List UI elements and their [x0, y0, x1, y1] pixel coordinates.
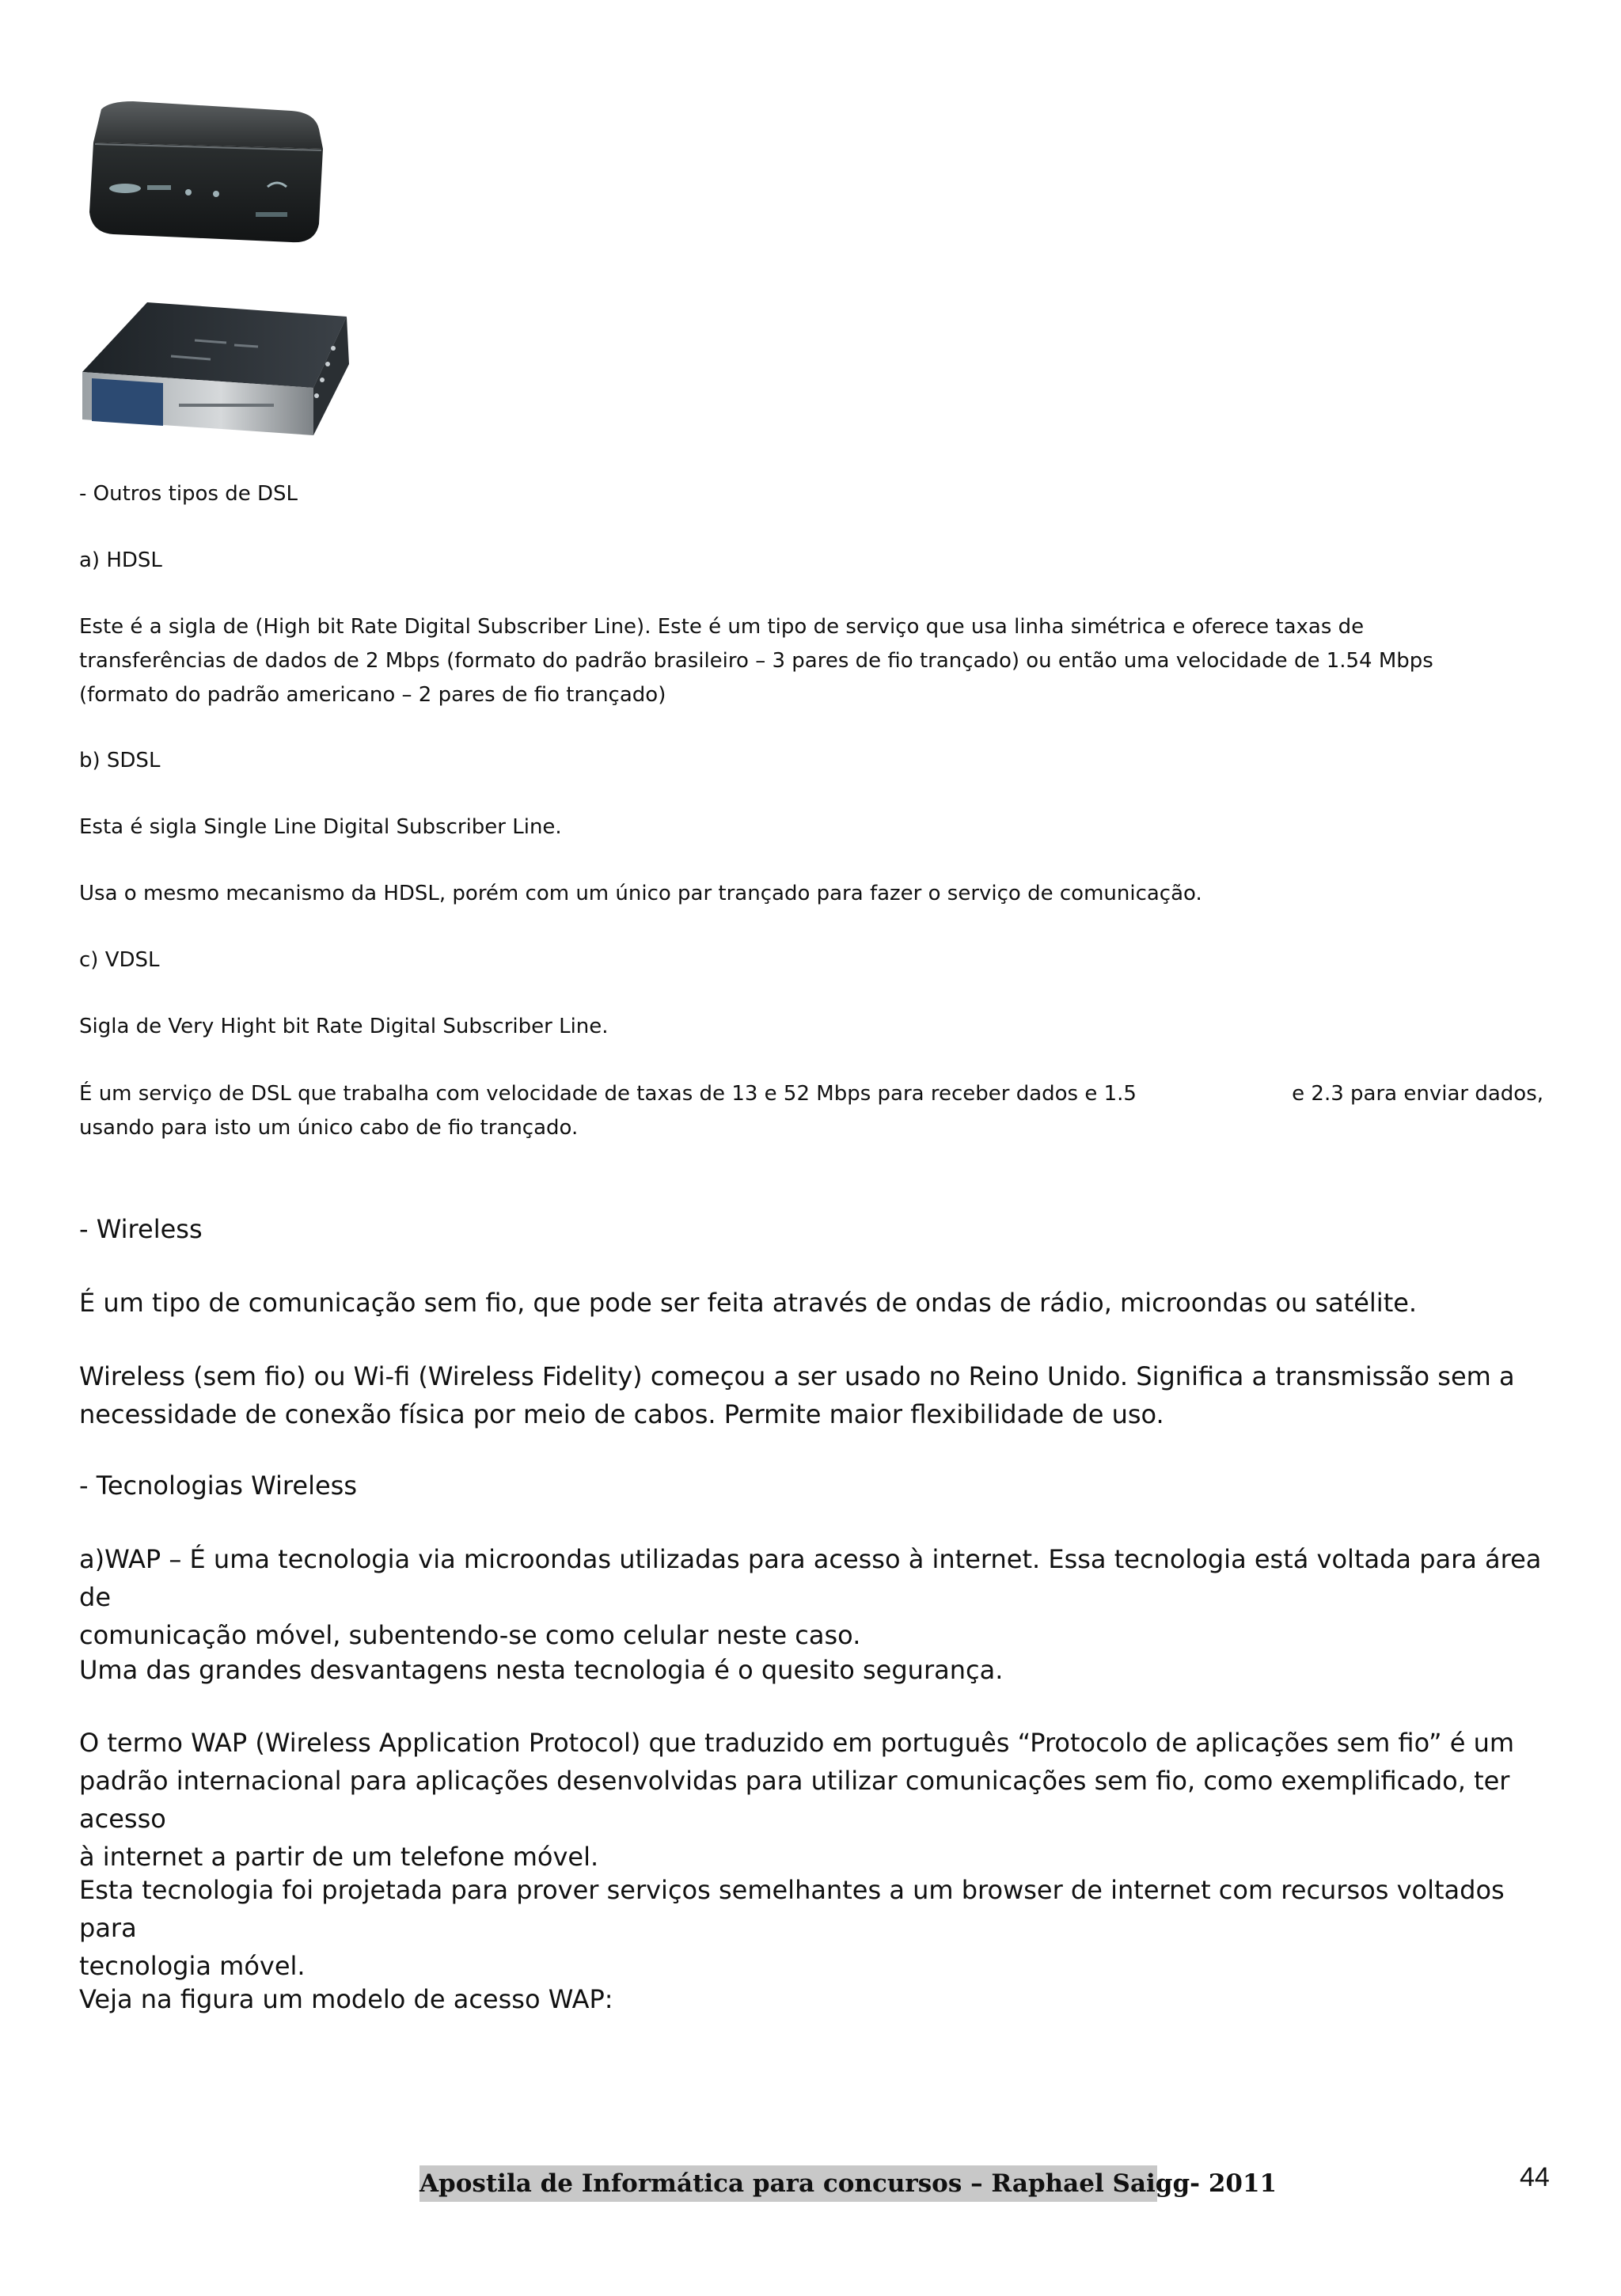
footer-title: Apostila de Informática para concursos – Raphael Saigg- 2011 — [419, 2165, 1157, 2202]
paragraph-sdsl-2: Usa o mesmo mecanismo da HDSL, porém com um único par trançado para fazer o serviço de comunicação. — [79, 882, 1202, 905]
paragraph-wireless-2: Wireless (sem fio) ou Wi-fi (Wireless Fidelity) começou a ser usado no Reino Unido. Significa a transmissão sem a necessidade de conexão física por meio de cabos. Permite maior flexibilidade de uso. — [79, 1361, 1515, 1429]
paragraph-hdsl: Este é a sigla de (High bit Rate Digital Subscriber Line). Este é um tipo de serviço que usa linha simétrica e oferece taxas de transferências de dados de 2 Mbps (formato do padrão brasileiro – 3 pares de fio trançado) ou então uma velocidade de 1.54 Mbps (formato do padrão americano – 2 pares de fio trançado) — [79, 615, 1433, 707]
paragraph-vdsl-1: Sigla de Very Hight bit Rate Digital Subscriber Line. — [79, 1015, 609, 1038]
section-outros-tipos-dsl: - Outros tipos de DSL — [79, 482, 298, 506]
paragraph-vdsl-2-part1: É um serviço de DSL que trabalha com velocidade de taxas de 13 e 52 Mbps para receber dados e 1.5 — [79, 1082, 1137, 1106]
page-number: 44 — [1520, 2162, 1550, 2192]
paragraph-sdsl-1: Esta é sigla Single Line Digital Subscriber Line. — [79, 815, 562, 839]
heading-vdsl: c) VDSL — [79, 948, 160, 972]
paragraph-vdsl-2-line1 — [79, 1077, 1543, 1111]
heading-tecnologias-wireless: - Tecnologias Wireless — [79, 1471, 357, 1501]
paragraph-wap-1: a)WAP – É uma tecnologia via microondas utilizadas para acesso à internet. Essa tecnologia está voltada para área de comunicação móvel, subentendo-se como celular neste caso. — [79, 1544, 1542, 1650]
modem-icon — [76, 293, 355, 451]
paragraph-wap-2: Uma das grandes desvantagens nesta tecnologia é o quesito segurança. — [79, 1655, 1004, 1685]
paragraph-wap-5: Veja na figura um modelo de acesso WAP: — [79, 1984, 613, 2014]
paragraph-wap-3: O termo WAP (Wireless Application Protocol) que traduzido em português “Protocolo de aplicações sem fio” é um padrão internacional para aplicações desenvolvidas para utilizar comunicações sem fio, como exemplificado, ter acesso à internet a partir de um telefone móvel. — [79, 1728, 1515, 1872]
heading-sdsl: b) SDSL — [79, 749, 161, 772]
paragraph-vdsl-2-part2: e 2.3 para enviar dados, — [1292, 1082, 1543, 1106]
modem-icon — [78, 93, 331, 252]
paragraph-wireless-1: É um tipo de comunicação sem fio, que pode ser feita através de ondas de rádio, microondas ou satélite. — [79, 1288, 1418, 1318]
paragraph-vdsl-2-line2: usando para isto um único cabo de fio trançado. — [79, 1116, 579, 1140]
heading-hdsl: a) HDSL — [79, 548, 162, 572]
paragraph-wap-4: Esta tecnologia foi projetada para prover serviços semelhantes a um browser de internet com recursos voltados para tecnologia móvel. — [79, 1875, 1505, 1981]
heading-wireless: - Wireless — [79, 1214, 203, 1244]
